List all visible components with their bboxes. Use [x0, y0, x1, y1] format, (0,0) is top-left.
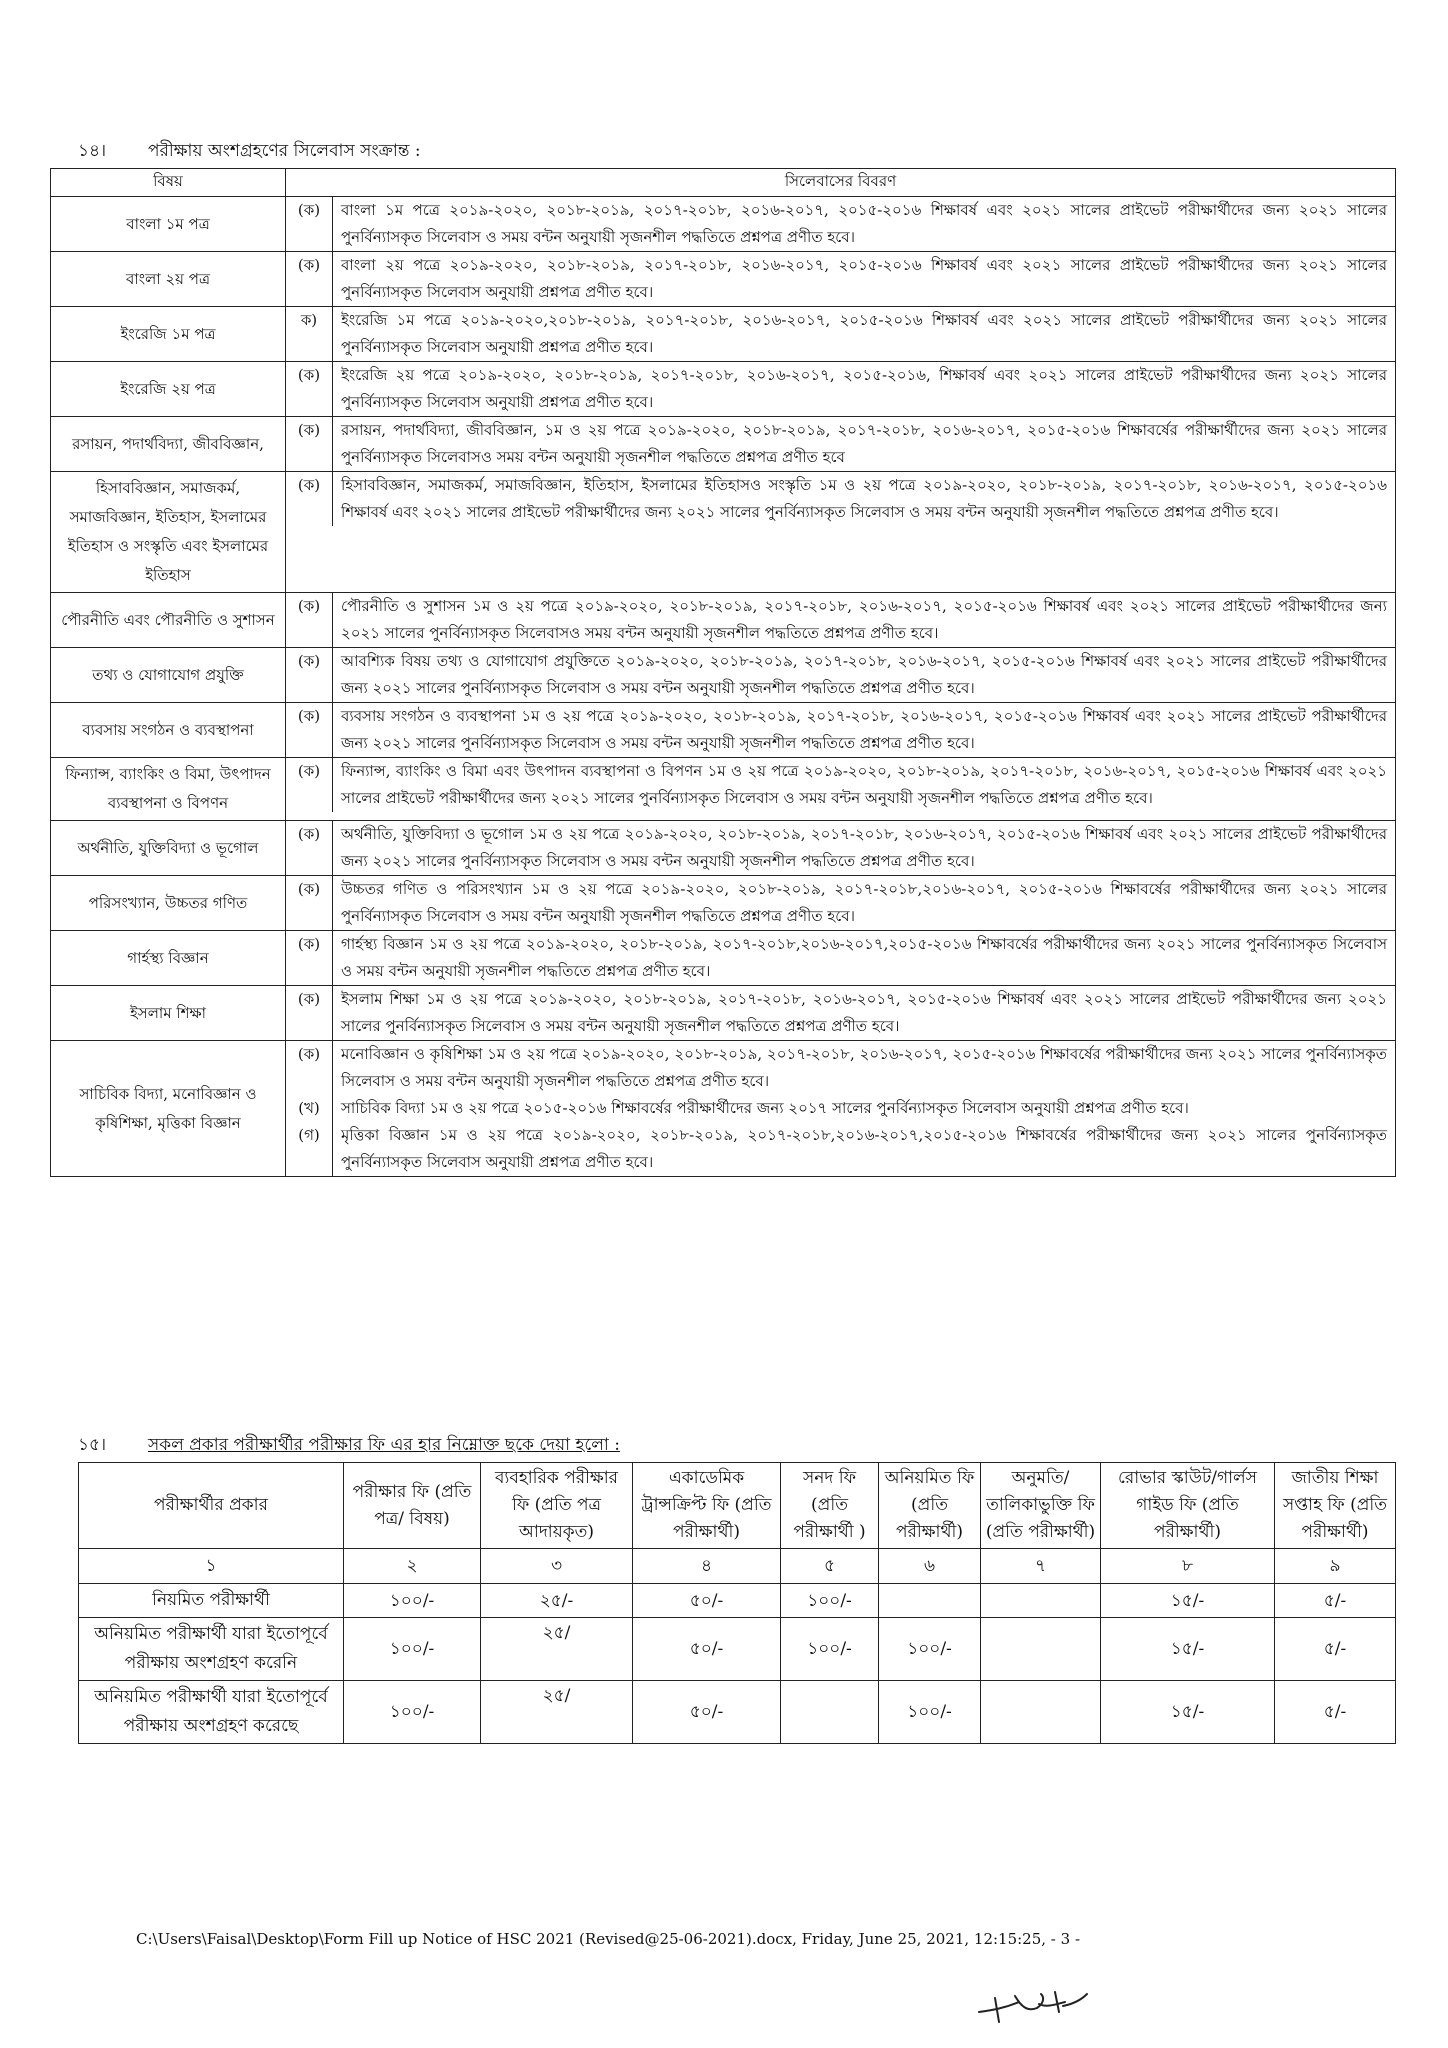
subject-cell: ইংরেজি ১ম পত্র: [51, 307, 286, 362]
syllabus-row: [51, 472, 1396, 593]
syllabus-row: [51, 593, 1396, 648]
fee-value-cell: ৫/-: [1275, 1584, 1396, 1618]
item-text: ইংরেজি ২য় পত্রে ২০১৯-২০২০, ২০১৮-২০১৯, ২০১৭-২০১৮, ২০১৬-২০১৭, ২০১৫-২০১৬, শিক্ষাবর্ষ এবং ২০২১ সালের প্রাইভেট পরীক্ষার্থীদের জন্য ২০২১ সালের পুনর্বিন্যাসকৃত সিলেবাস অনুযায়ী প্রশ্নপত্র প্রণীত হবে।: [341, 366, 1387, 411]
signature: [975, 1982, 1095, 2026]
item-text: ব্যবসায় সংগঠন ও ব্যবস্থাপনা ১ম ও ২য় পত্রে ২০১৯-২০২০, ২০১৮-২০১৯, ২০১৭-২০১৮, ২০১৬-২০১৭, ২০১৫-২০১৬ শিক্ষাবর্ষ এবং ২০২১ সালের প্রাইভেট পরীক্ষার্থীদের জন্য ২০২১ সালের পুনর্বিন্যাসকৃত সিলেবাস ও সময় বন্টন অনুযায়ী সৃজনশীল পদ্ধতিতে প্রশ্নপত্র প্রণীত হবে।: [341, 707, 1387, 752]
fee-header-cell: রোভার স্কাউট/গার্লস গাইড ফি (প্রতি পরীক্ষার্থী): [1101, 1463, 1275, 1549]
subject-cell: ইংরেজি ২য় পত্র: [51, 362, 286, 417]
syllabus-description-cell: [286, 593, 1396, 648]
fee-row: [79, 1681, 1396, 1744]
fee-value-cell: [981, 1681, 1101, 1744]
examinee-type-cell: নিয়মিত পরীক্ষার্থী: [79, 1584, 344, 1618]
column-number-cell: ১: [79, 1549, 344, 1584]
fee-value-cell: ১০০/-: [781, 1618, 879, 1681]
fee-value-cell: [781, 1681, 879, 1744]
item-text: গার্হস্থ্য বিজ্ঞান ১ম ও ২য় পত্রে ২০১৯-২০২০, ২০১৮-২০১৯, ২০১৭-২০১৮,২০১৬-২০১৭,২০১৫-২০১৬ শিক্ষাবর্ষের পরীক্ষার্থীদের জন্য ২০২১ সালের পুনর্বিন্যাসকৃত সিলেবাস ও সময় বন্টন অনুযায়ী সৃজনশীল পদ্ধতিতে প্রশ্নপত্র প্রণীত হবে।: [341, 935, 1387, 980]
item-marker: (ক): [286, 252, 333, 306]
item-marker: (ক): [286, 197, 333, 251]
fee-value-cell: ৫/-: [1275, 1681, 1396, 1744]
syllabus-item: [286, 876, 1395, 930]
syllabus-row: [51, 1041, 1396, 1177]
syllabus-description-cell: [286, 472, 1396, 593]
fee-header-cell: সনদ ফি (প্রতি পরীক্ষার্থী ): [781, 1463, 879, 1549]
fee-header-cell: পরীক্ষার ফি (প্রতি পত্র/ বিষয়): [344, 1463, 481, 1549]
item-marker: (ক): [286, 593, 333, 647]
file-path-footer: C:\Users\Faisal\Desktop\Form Fill up Notice of HSC 2021 (Revised@25-06-2021).docx, Friday, June 25, 2021, 12:15:25, - 3 -: [136, 1930, 1081, 1948]
column-number-cell: ৮: [1101, 1549, 1275, 1584]
syllabus-row: [51, 821, 1396, 876]
fee-header-cell: অনুমতি/ তালিকাভুক্তি ফি (প্রতি পরীক্ষার্থী): [981, 1463, 1101, 1549]
column-number-cell: ৯: [1275, 1549, 1396, 1584]
fee-table: [78, 1462, 1396, 1744]
subject-cell: অর্থনীতি, যুক্তিবিদ্যা ও ভূগোল: [51, 821, 286, 876]
fee-header-cell: জাতীয় শিক্ষা সপ্তাহ ফি (প্রতি পরীক্ষার্থী): [1275, 1463, 1396, 1549]
syllabus-item: [286, 648, 1395, 702]
syllabus-description-cell: [286, 307, 1396, 362]
syllabus-item: [286, 758, 1395, 812]
section-15-number: ১৫।: [78, 1435, 107, 1455]
fee-value-cell: [981, 1618, 1101, 1681]
subject-cell: তথ্য ও যোগাযোগ প্রযুক্তি: [51, 648, 286, 703]
syllabus-row: [51, 931, 1396, 986]
fee-value-cell: ১৫/-: [1101, 1618, 1275, 1681]
subject-cell: হিসাববিজ্ঞান, সমাজকর্ম, সমাজবিজ্ঞান, ইতিহাস, ইসলামের ইতিহাস ও সংস্কৃতি এবং ইসলামের ইতিহাস: [51, 472, 286, 593]
item-marker: (ক): [286, 362, 333, 416]
syllabus-description-cell: [286, 821, 1396, 876]
fee-value-cell: ১০০/-: [344, 1681, 481, 1744]
fee-value-cell: ২৫/: [481, 1618, 633, 1681]
section-15-title: সকল প্রকার পরীক্ষার্থীর পরীক্ষার ফি এর হার নিম্নোক্ত ছকে দেয়া হলো :: [148, 1435, 620, 1455]
item-marker: (ক): [286, 821, 333, 875]
syllabus-description-cell: [286, 986, 1396, 1041]
header-subject: বিষয়: [51, 169, 286, 197]
syllabus-item: [286, 252, 1395, 306]
syllabus-table-body: [51, 197, 1396, 1177]
column-number-cell: ৭: [981, 1549, 1101, 1584]
syllabus-description-cell: [286, 758, 1396, 821]
fee-value-cell: ১০০/-: [879, 1618, 981, 1681]
subject-cell: বাংলা ১ম পত্র: [51, 197, 286, 252]
fee-header-cell: ব্যবহারিক পরীক্ষার ফি (প্রতি পত্র আদায়কৃত): [481, 1463, 633, 1549]
item-marker: (ক): [286, 931, 333, 985]
syllabus-description-cell: [286, 876, 1396, 931]
fee-value-cell: ৫০/-: [633, 1681, 781, 1744]
fee-value-cell: ১৫/-: [1101, 1584, 1275, 1618]
item-text: মনোবিজ্ঞান ও কৃষিশিক্ষা ১ম ও ২য় পত্রে ২০১৯-২০২০, ২০১৮-২০১৯, ২০১৭-২০১৮, ২০১৬-২০১৭, ২০১৫-২০১৬ শিক্ষাবর্ষের পরীক্ষার্থীদের জন্য ২০২১ সালের পুনর্বিন্যাসকৃত সিলেবাস ও সময় বন্টন অনুযায়ী সৃজনশীল পদ্ধতিতে প্রশ্নপত্র প্রণীত হবে।: [341, 1045, 1387, 1090]
syllabus-description-cell: [286, 197, 1396, 252]
fee-header-cell: পরীক্ষার্থীর প্রকার: [79, 1463, 344, 1549]
item-text: ইংরেজি ১ম পত্রে ২০১৯-২০২০,২০১৮-২০১৯, ২০১৭-২০১৮, ২০১৬-২০১৭, ২০১৫-২০১৬ শিক্ষাবর্ষ এবং ২০২১ সালের প্রাইভেট পরীক্ষার্থীদের জন্য ২০২১ সালের পুনর্বিন্যাসকৃত সিলেবাস অনুযায়ী প্রশ্নপত্র প্রণীত হবে।: [341, 311, 1387, 356]
syllabus-description-cell: [286, 703, 1396, 758]
fee-header-row: [79, 1463, 1396, 1549]
column-number-cell: ৫: [781, 1549, 879, 1584]
column-number-cell: ৪: [633, 1549, 781, 1584]
fee-row: [79, 1584, 1396, 1618]
syllabus-row: [51, 417, 1396, 472]
section-14-title: পরীক্ষায় অংশগ্রহণের সিলেবাস সংক্রান্ত :: [148, 141, 421, 161]
item-text: উচ্চতর গণিত ও পরিসংখ্যান ১ম ও ২য় পত্রে ২০১৯-২০২০, ২০১৮-২০১৯, ২০১৭-২০১৮,২০১৬-২০১৭, ২০১৫-২০১৬ শিক্ষাবর্ষের পরীক্ষার্থীদের জন্য ২০২১ সালের পুনর্বিন্যাসকৃত সিলেবাস ও সময় বন্টন অনুযায়ী সৃজনশীল পদ্ধতিতে প্রশ্নপত্র প্রণীত হবে।: [341, 880, 1387, 925]
subject-cell: পৌরনীতি এবং পৌরনীতি ও সুশাসন: [51, 593, 286, 648]
syllabus-item: [286, 472, 1395, 526]
subject-cell: ইসলাম শিক্ষা: [51, 986, 286, 1041]
item-text: হিসাববিজ্ঞান, সমাজকর্ম, সমাজবিজ্ঞান, ইতিহাস, ইসলামের ইতিহাসও সংস্কৃতি ১ম ও ২য় পত্রে ২০১৯-২০২০, ২০১৮-২০১৯, ২০১৭-২০১৮, ২০১৬-২০১৭, ২০১৫-২০১৬ শিক্ষাবর্ষ এবং ২০২১ সালের প্রাইভেট পরীক্ষার্থীদের জন্য ২০২১ সালের পুনর্বিন্যাসকৃত সিলেবাস ও সময় বন্টন অনুযায়ী সৃজনশীল পদ্ধতিতে প্রশ্নপত্র প্রণীত হবে।: [341, 476, 1387, 521]
syllabus-item: [286, 703, 1395, 757]
item-marker: (ক): [286, 703, 333, 757]
item-marker: ক): [286, 307, 333, 361]
fee-value-cell: ২৫/: [481, 1681, 633, 1744]
syllabus-item: [286, 362, 1395, 416]
item-marker: (ক): [286, 648, 333, 702]
item-text: মৃত্তিকা বিজ্ঞান ১ম ও ২য় পত্রে ২০১৯-২০২০, ২০১৮-২০১৯, ২০১৭-২০১৮,২০১৬-২০১৭,২০১৫-২০১৬ শিক্ষাবর্ষের পরীক্ষার্থীদের জন্য ২০২১ সালের পুনর্বিন্যাসকৃত পুনর্বিন্যাসকৃত সিলেবাস অনুযায়ী প্রশ্নপত্র প্রণীত হবে।: [341, 1126, 1387, 1171]
syllabus-table: [50, 168, 1396, 1177]
syllabus-row: [51, 986, 1396, 1041]
item-marker: (ক): [286, 758, 333, 812]
item-text: আবশ্যিক বিষয় তথ্য ও যোগাযোগ প্রযুক্তিতে ২০১৯-২০২০, ২০১৮-২০১৯, ২০১৭-২০১৮, ২০১৬-২০১৭, ২০১৫-২০১৬ শিক্ষাবর্ষ এবং ২০২১ সালের প্রাইভেট পরীক্ষার্থীদের জন্য ২০২১ সালের পুনর্বিন্যাসকৃত সিলেবাস ও সময় বন্টন অনুযায়ী সৃজনশীল পদ্ধতিতে প্রশ্নপত্র প্রণীত হবে।: [341, 652, 1387, 697]
syllabus-row: [51, 703, 1396, 758]
item-text: সাচিবিক বিদ্যা ১ম ও ২য় পত্রে ২০১৫-২০১৬ শিক্ষাবর্ষের পরীক্ষার্থীদের জন্য ২০১৭ সালের পুনর্বিন্যাসকৃত সিলেবাস অনুযায়ী প্রশ্নপত্র প্রণীত হবে।: [341, 1099, 1189, 1117]
fee-value-cell: ৫/-: [1275, 1618, 1396, 1681]
subject-cell: ফিন্যান্স, ব্যাংকিং ও বিমা, উৎপাদন ব্যবস্থাপনা ও বিপণন: [51, 758, 286, 821]
item-marker: (গ): [286, 1122, 333, 1176]
subject-cell: পরিসংখ্যান, উচ্চতর গণিত: [51, 876, 286, 931]
column-number-cell: ৬: [879, 1549, 981, 1584]
fee-value-cell: ৫০/-: [633, 1618, 781, 1681]
fee-value-cell: ১৫/-: [1101, 1681, 1275, 1744]
fee-value-cell: ১০০/-: [344, 1584, 481, 1618]
section-14-number: ১৪।: [78, 141, 107, 161]
fee-row: [79, 1618, 1396, 1681]
syllabus-description-cell: [286, 362, 1396, 417]
syllabus-item: [286, 1122, 1395, 1176]
syllabus-row: [51, 197, 1396, 252]
item-marker: (ক): [286, 1041, 333, 1095]
item-text: পৌরনীতি ও সুশাসন ১ম ও ২য় পত্রে ২০১৯-২০২০, ২০১৮-২০১৯, ২০১৭-২০১৮, ২০১৬-২০১৭, ২০১৫-২০১৬ শিক্ষাবর্ষ এবং ২০২১ সালের প্রাইভেট পরীক্ষার্থীদের জন্য ২০২১ সালের পুনর্বিন্যাসকৃত সিলেবাসও সময় বন্টন অনুযায়ী সৃজনশীল পদ্ধতিতে প্রশ্নপত্র প্রণীত হবে।: [341, 597, 1387, 642]
column-number-row: [79, 1549, 1396, 1584]
item-marker: (ক): [286, 417, 333, 471]
syllabus-item: [286, 593, 1395, 647]
syllabus-description-cell: [286, 1041, 1396, 1177]
syllabus-description-cell: [286, 252, 1396, 307]
syllabus-description-cell: [286, 417, 1396, 472]
column-number-cell: ৩: [481, 1549, 633, 1584]
fee-header-cell: একাডেমিক ট্রান্সক্রিপ্ট ফি (প্রতি পরীক্ষার্থী): [633, 1463, 781, 1549]
fee-value-cell: [879, 1584, 981, 1618]
fee-value-cell: ১০০/-: [879, 1681, 981, 1744]
fee-table-body: [79, 1549, 1396, 1744]
syllabus-row: [51, 648, 1396, 703]
section-14-heading: [78, 138, 421, 166]
section-15-heading: [78, 1432, 620, 1460]
syllabus-item: [286, 197, 1395, 251]
syllabus-item: [286, 307, 1395, 361]
column-number-cell: ২: [344, 1549, 481, 1584]
syllabus-item: [286, 1095, 1395, 1122]
syllabus-description-cell: [286, 931, 1396, 986]
syllabus-row: [51, 362, 1396, 417]
subject-cell: ব্যবসায় সংগঠন ও ব্যবস্থাপনা: [51, 703, 286, 758]
subject-cell: গার্হস্থ্য বিজ্ঞান: [51, 931, 286, 986]
item-text: রসায়ন, পদার্থবিদ্যা, জীববিজ্ঞান, ১ম ও ২য় পত্রে ২০১৯-২০২০, ২০১৮-২০১৯, ২০১৭-২০১৮, ২০১৬-২০১৭, ২০১৫-২০১৬ শিক্ষাবর্ষের পরীক্ষার্থীদের জন্য ২০২১ সালের পুনর্বিন্যাসকৃত সিলেবাসও সময় বন্টন অনুযায়ী সৃজনশীল পদ্ধতিতে প্রশ্নপত্র প্রণীত হবে: [341, 421, 1387, 466]
fee-value-cell: [981, 1584, 1101, 1618]
fee-value-cell: ২৫/-: [481, 1584, 633, 1618]
item-marker: (খ): [286, 1095, 333, 1122]
examinee-type-cell: অনিয়মিত পরীক্ষার্থী যারা ইতোপূর্বে পরীক্ষায় অংশগ্রহণ করেছে: [79, 1681, 344, 1744]
syllabus-row: [51, 758, 1396, 821]
syllabus-item: [286, 986, 1395, 1040]
syllabus-row: [51, 252, 1396, 307]
item-text: ইসলাম শিক্ষা ১ম ও ২য় পত্রে ২০১৯-২০২০, ২০১৮-২০১৯, ২০১৭-২০১৮, ২০১৬-২০১৭, ২০১৫-২০১৬ শিক্ষাবর্ষ এবং ২০২১ সালের প্রাইভেট পরীক্ষার্থীদের জন্য ২০২১ সালের পুনর্বিন্যাসকৃত সিলেবাস ও সময় বন্টন অনুযায়ী সৃজনশীল পদ্ধতিতে প্রশ্নপত্র প্রণীত হবে।: [341, 990, 1387, 1035]
syllabus-row: [51, 876, 1396, 931]
syllabus-item: [286, 1041, 1395, 1095]
item-text: বাংলা ১ম পত্রে ২০১৯-২০২০, ২০১৮-২০১৯, ২০১৭-২০১৮, ২০১৬-২০১৭, ২০১৫-২০১৬ শিক্ষাবর্ষ এবং ২০২১ সালের প্রাইভেট পরীক্ষার্থীদের জন্য ২০২১ সালের পুনর্বিন্যাসকৃত সিলেবাস ও সময় বন্টন অনুযায়ী সৃজনশীল পদ্ধতিতে প্রশ্নপত্র প্রণীত হবে।: [341, 201, 1387, 246]
syllabus-description-cell: [286, 648, 1396, 703]
syllabus-row: [51, 307, 1396, 362]
syllabus-item: [286, 417, 1395, 471]
item-text: অর্থনীতি, যুক্তিবিদ্যা ও ভূগোল ১ম ও ২য় পত্রে ২০১৯-২০২০, ২০১৮-২০১৯, ২০১৭-২০১৮, ২০১৬-২০১৭, ২০১৫-২০১৬ শিক্ষাবর্ষ এবং ২০২১ সালের প্রাইভেট পরীক্ষার্থীদের জন্য ২০২১ সালের পুনর্বিন্যাসকৃত সিলেবাস ও সময় বন্টন অনুযায়ী সৃজনশীল পদ্ধতিতে প্রশ্নপত্র প্রণীত হবে।: [341, 825, 1387, 870]
fee-header-cell: অনিয়মিত ফি (প্রতি পরীক্ষার্থী): [879, 1463, 981, 1549]
subject-cell: সাচিবিক বিদ্যা, মনোবিজ্ঞান ও কৃষিশিক্ষা, মৃত্তিকা বিজ্ঞান: [51, 1041, 286, 1177]
fee-value-cell: ৫০/-: [633, 1584, 781, 1618]
syllabus-item: [286, 931, 1395, 985]
fee-value-cell: ১০০/-: [781, 1584, 879, 1618]
syllabus-header-row: [51, 169, 1396, 197]
subject-cell: বাংলা ২য় পত্র: [51, 252, 286, 307]
item-text: বাংলা ২য় পত্রে ২০১৯-২০২০, ২০১৮-২০১৯, ২০১৭-২০১৮, ২০১৬-২০১৭, ২০১৫-২০১৬ শিক্ষাবর্ষ এবং ২০২১ সালের প্রাইভেট পরীক্ষার্থীদের জন্য ২০২১ সালের পুনর্বিন্যাসকৃত সিলেবাস অনুযায়ী প্রশ্নপত্র প্রণীত হবে।: [341, 256, 1387, 301]
item-marker: (ক): [286, 876, 333, 930]
subject-cell: রসায়ন, পদার্থবিদ্যা, জীববিজ্ঞান,: [51, 417, 286, 472]
item-marker: (ক): [286, 472, 333, 526]
header-syllabus-details: সিলেবাসের বিবরণ: [286, 169, 1396, 197]
syllabus-item: [286, 821, 1395, 875]
item-text: ফিন্যান্স, ব্যাংকিং ও বিমা এবং উৎপাদন ব্যবস্থাপনা ও বিপণন ১ম ও ২য় পত্রে ২০১৯-২০২০, ২০১৮-২০১৯, ২০১৭-২০১৮, ২০১৬-২০১৭, ২০১৫-২০১৬ শিক্ষাবর্ষ এবং ২০২১ সালের প্রাইভেট পরীক্ষার্থীদের জন্য ২০২১ সালের পুনর্বিন্যাসকৃত সিলেবাস ও সময় বন্টন অনুযায়ী সৃজনশীল পদ্ধতিতে প্রশ্নপত্র প্রণীত হবে।: [341, 762, 1387, 807]
examinee-type-cell: অনিয়মিত পরীক্ষার্থী যারা ইতোপূর্বে পরীক্ষায় অংশগ্রহণ করেনি: [79, 1618, 344, 1681]
item-marker: (ক): [286, 986, 333, 1040]
fee-value-cell: ১০০/-: [344, 1618, 481, 1681]
